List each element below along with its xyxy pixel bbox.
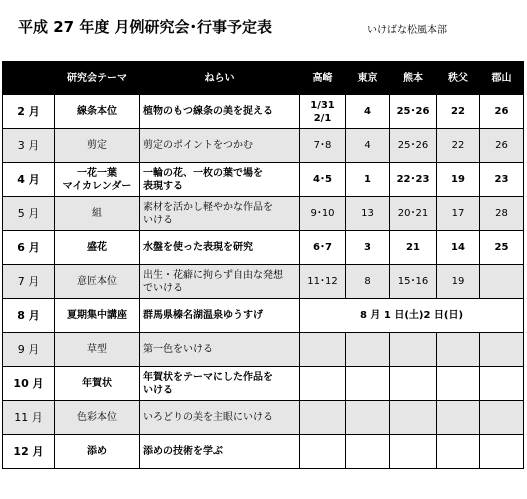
takasaki-cell: 4･5 — [300, 163, 346, 197]
month-cell: 8 月 — [3, 299, 55, 333]
koriyama-cell — [480, 265, 524, 299]
tokyo-cell: 4 — [346, 95, 390, 129]
table-row — [3, 435, 524, 469]
aim-cell: 群馬県榛名湖温泉ゆうすげ — [140, 299, 300, 333]
tokyo-cell — [346, 435, 390, 469]
theme-cell: 剪定 — [55, 129, 140, 163]
chichibu-cell — [437, 435, 480, 469]
month-cell: 12 月 — [3, 435, 55, 469]
tokyo-cell — [346, 367, 390, 401]
takasaki-cell: 1/31 2/1 — [300, 95, 346, 129]
kumamoto-cell: 20･21 — [390, 197, 437, 231]
organization-name: いけばな松風本部 — [367, 25, 447, 36]
tokyo-cell: 8 — [346, 265, 390, 299]
takasaki-cell: 11･12 — [300, 265, 346, 299]
document-title: 平成 27 年度 月例研究会･行事予定表 — [18, 18, 273, 36]
koriyama-cell — [480, 333, 524, 367]
month-cell: 10 月 — [3, 367, 55, 401]
table-row — [3, 299, 524, 333]
koriyama-cell: 28 — [480, 197, 524, 231]
month-cell: 11 月 — [3, 401, 55, 435]
theme-cell: 色彩本位 — [55, 401, 140, 435]
tokyo-cell — [346, 401, 390, 435]
table-row — [3, 95, 524, 129]
aim-cell: 出生・花癖に拘らず自由な発想 でいける — [140, 265, 300, 299]
table-row — [3, 197, 524, 231]
theme-cell: 線条本位 — [55, 95, 140, 129]
header-takasaki: 高崎 — [300, 62, 346, 95]
theme-cell: 意匠本位 — [55, 265, 140, 299]
table-row — [3, 367, 524, 401]
header-chichibu: 秩父 — [437, 62, 480, 95]
koriyama-cell — [480, 367, 524, 401]
table-header-row — [3, 62, 524, 95]
aim-cell: 一輪の花、一枚の葉で場を 表現する — [140, 163, 300, 197]
takasaki-cell — [300, 435, 346, 469]
table-row — [3, 265, 524, 299]
kumamoto-cell: 15･16 — [390, 265, 437, 299]
aim-cell: 添めの技術を学ぶ — [140, 435, 300, 469]
koriyama-cell — [480, 435, 524, 469]
theme-cell: 夏期集中講座 — [55, 299, 140, 333]
month-cell: 2 月 — [3, 95, 55, 129]
header-kumamoto: 熊本 — [390, 62, 437, 95]
kumamoto-cell: 21 — [390, 231, 437, 265]
tokyo-cell: 3 — [346, 231, 390, 265]
header-koriyama: 郡山 — [480, 62, 524, 95]
event-date-cell: 8 月 1 日(土)2 日(日) — [300, 299, 524, 333]
chichibu-cell: 19 — [437, 265, 480, 299]
aim-cell: 剪定のポイントをつかむ — [140, 129, 300, 163]
koriyama-cell — [480, 401, 524, 435]
takasaki-cell: 6･7 — [300, 231, 346, 265]
chichibu-cell: 22 — [437, 129, 480, 163]
aim-cell: 第一色をいける — [140, 333, 300, 367]
kumamoto-cell: 25･26 — [390, 129, 437, 163]
header-tokyo: 東京 — [346, 62, 390, 95]
theme-cell: 草型 — [55, 333, 140, 367]
theme-cell: 一花一葉 マイカレンダー — [55, 163, 140, 197]
header-theme: 研究会テーマ — [55, 62, 140, 95]
aim-cell: 植物のもつ線条の美を捉える — [140, 95, 300, 129]
schedule-body — [3, 95, 524, 469]
aim-cell: 年賀状をテーマにした作品を いける — [140, 367, 300, 401]
chichibu-cell — [437, 401, 480, 435]
kumamoto-cell: 22･23 — [390, 163, 437, 197]
chichibu-cell: 22 — [437, 95, 480, 129]
table-row — [3, 163, 524, 197]
theme-cell: 組 — [55, 197, 140, 231]
takasaki-cell — [300, 401, 346, 435]
month-cell: 6 月 — [3, 231, 55, 265]
table-row — [3, 401, 524, 435]
takasaki-cell: 7･8 — [300, 129, 346, 163]
tokyo-cell: 13 — [346, 197, 390, 231]
month-cell: 4 月 — [3, 163, 55, 197]
koriyama-cell: 26 — [480, 95, 524, 129]
table-row — [3, 231, 524, 265]
theme-cell: 年賀状 — [55, 367, 140, 401]
chichibu-cell: 17 — [437, 197, 480, 231]
kumamoto-cell: 25･26 — [390, 95, 437, 129]
theme-cell: 盛花 — [55, 231, 140, 265]
month-cell: 9 月 — [3, 333, 55, 367]
month-cell: 7 月 — [3, 265, 55, 299]
tokyo-cell — [346, 333, 390, 367]
month-cell: 3 月 — [3, 129, 55, 163]
kumamoto-cell — [390, 367, 437, 401]
theme-cell: 添め — [55, 435, 140, 469]
koriyama-cell: 26 — [480, 129, 524, 163]
takasaki-cell — [300, 333, 346, 367]
koriyama-cell: 25 — [480, 231, 524, 265]
kumamoto-cell — [390, 435, 437, 469]
table-row — [3, 129, 524, 163]
aim-cell: いろどりの美を主眼にいける — [140, 401, 300, 435]
tokyo-cell: 1 — [346, 163, 390, 197]
kumamoto-cell — [390, 333, 437, 367]
takasaki-cell: 9･10 — [300, 197, 346, 231]
tokyo-cell: 4 — [346, 129, 390, 163]
takasaki-cell — [300, 367, 346, 401]
aim-cell: 水盤を使った表現を研究 — [140, 231, 300, 265]
kumamoto-cell — [390, 401, 437, 435]
chichibu-cell — [437, 333, 480, 367]
chichibu-cell: 19 — [437, 163, 480, 197]
koriyama-cell: 23 — [480, 163, 524, 197]
chichibu-cell: 14 — [437, 231, 480, 265]
chichibu-cell — [437, 367, 480, 401]
aim-cell: 素材を活かし軽やかな作品を いける — [140, 197, 300, 231]
month-cell: 5 月 — [3, 197, 55, 231]
header-aim: ねらい — [140, 62, 300, 95]
schedule-table — [2, 61, 524, 469]
header-month — [3, 62, 55, 95]
table-row — [3, 333, 524, 367]
